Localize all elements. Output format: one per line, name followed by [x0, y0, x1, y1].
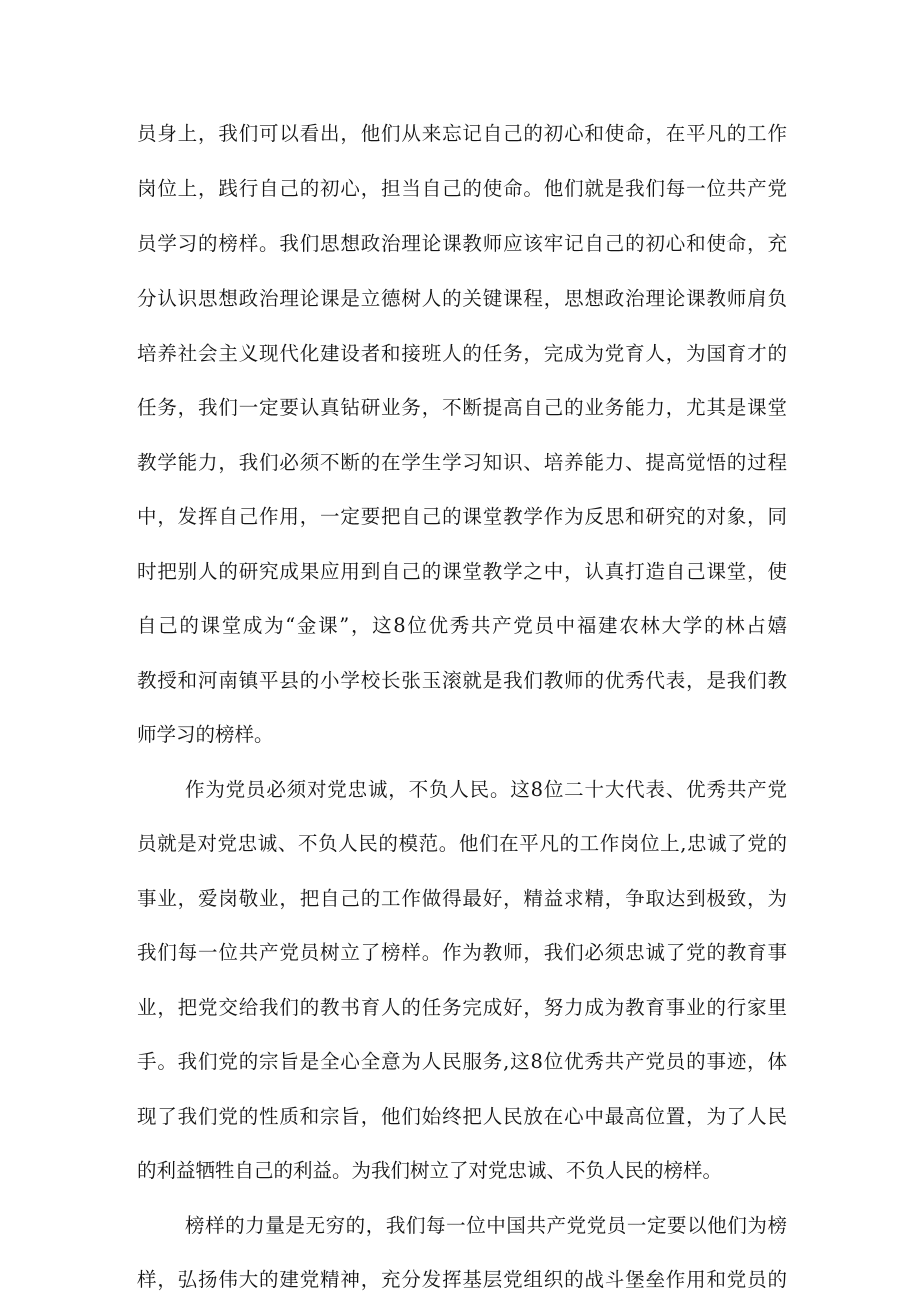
- paragraph-first-line: 榜样的力量是无穷的，我们每一位中国共产党党员一定要以他们为榜: [185, 1214, 787, 1237]
- paragraph-line: 员学习的榜样。我们思想政治理论课教师应该牢记自己的初心和使命，充: [137, 232, 787, 255]
- paragraph-line: 培养社会主义现代化建设者和接班人的任务，完成为党育人，为国育才的: [137, 342, 787, 365]
- paragraph-line: 员就是对党忠诚、不负人民的模范。他们在平凡的工作岗位上,忠诚了党的: [137, 832, 787, 855]
- paragraph-line: 中，发挥自己作用，一定要把自己的课堂教学作为反思和研究的对象，同: [137, 505, 787, 528]
- paragraph-line: 岗位上，践行自己的初心，担当自己的使命。他们就是我们每一位共产党: [137, 177, 787, 200]
- paragraph-line: 分认识思想政治理论课是立德树人的关键课程，思想政治理论课教师肩负: [137, 287, 787, 310]
- paragraph-line: 自己的课堂成为“金课”，这8位优秀共产党员中福建农林大学的林占嬉: [137, 614, 787, 637]
- paragraph-line: 业，把党交给我们的教书育人的任务完成好，努力成为教育事业的行家里: [137, 996, 787, 1019]
- paragraph-line: 员身上，我们可以看出，他们从来忘记自己的初心和使命，在平凡的工作: [137, 122, 787, 145]
- paragraph-line: 手。我们党的宗旨是全心全意为人民服务,这8位优秀共产党员的事迹，体: [137, 1050, 787, 1073]
- paragraph-line: 的利益牺牲自己的利益。为我们树立了对党忠诚、不负人民的榜样。: [137, 1159, 723, 1182]
- paragraph-line: 教学能力，我们必须不断的在学生学习知识、培养能力、提高觉悟的过程: [137, 451, 787, 474]
- paragraph-line: 教授和河南镇平县的小学校长张玉滚就是我们教师的优秀代表，是我们教: [137, 669, 787, 692]
- paragraph-line: 样，弘扬伟大的建党精神，充分发挥基层党组织的战斗堡垒作用和党员的: [137, 1268, 787, 1291]
- paragraph-first-line: 作为党员必须对党忠诚，不负人民。这8位二十大代表、优秀共产党: [185, 778, 787, 801]
- paragraph-line: 现了我们党的性质和宗旨，他们始终把人民放在心中最高位置，为了人民: [137, 1105, 787, 1128]
- paragraph-line: 事业，爱岗敬业，把自己的工作做得最好，精益求精，争取达到极致，为: [137, 887, 787, 910]
- paragraph-line: 时把别人的研究成果应用到自己的课堂教学之中，认真打造自己课堂，使: [137, 560, 787, 583]
- paragraph-line: 师学习的榜样。: [137, 723, 274, 746]
- paragraph-line: 任务，我们一定要认真钻研业务，不断提高自己的业务能力，尤其是课堂: [137, 396, 787, 419]
- paragraph-line: 我们每一位共产党员树立了榜样。作为教师，我们必须忠诚了党的教育事: [137, 941, 787, 964]
